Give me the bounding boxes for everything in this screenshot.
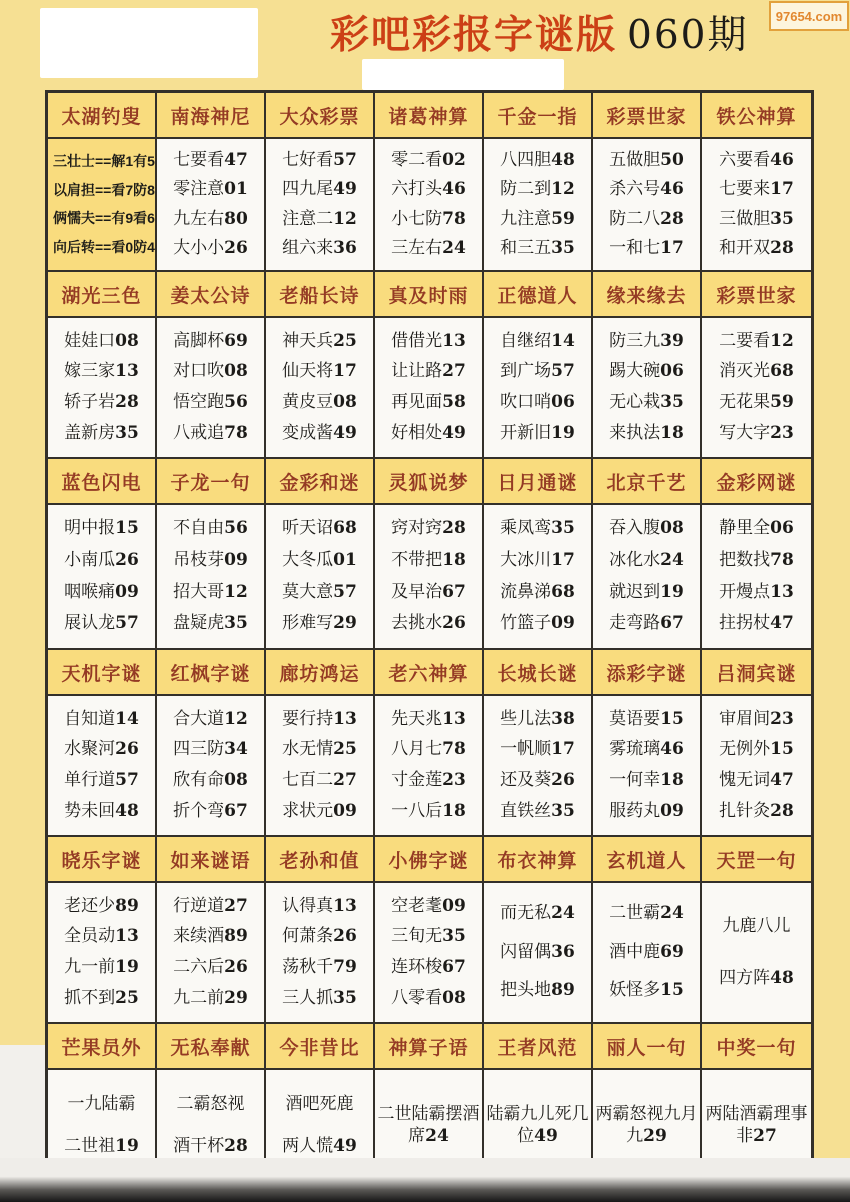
puzzle-line: 空老耄09	[391, 895, 466, 916]
puzzle-line: 向后转==看0防4	[53, 238, 155, 255]
puzzle-line: 闪留偶36	[500, 941, 575, 962]
puzzle-line: 流鼻涕68	[500, 581, 575, 602]
censored-area-below-title	[362, 59, 564, 90]
puzzle-line: 吊枝芽09	[173, 550, 248, 571]
puzzle-line: 陆霸九儿死几位49	[486, 1104, 589, 1146]
puzzle-line: 欣有命08	[173, 770, 248, 791]
puzzle-line: 展认龙57	[64, 613, 139, 634]
puzzle-line: 莫大意57	[282, 581, 357, 602]
header-row	[48, 93, 811, 139]
column-header: 金彩和迷	[266, 459, 375, 503]
column-header: 廊坊鸿运	[266, 650, 375, 694]
puzzle-line: 九二前29	[173, 988, 248, 1009]
puzzle-line: 老还少89	[64, 895, 139, 916]
puzzle-line: 连环梭67	[391, 957, 466, 978]
column-header: 灵狐说梦	[375, 459, 484, 503]
column-header: 日月通谜	[484, 459, 593, 503]
puzzle-line: 把数找78	[719, 550, 794, 571]
puzzle-line: 来执法18	[609, 423, 684, 444]
puzzle-line: 咽喉痛09	[64, 581, 139, 602]
column-header: 布衣神算	[484, 837, 593, 881]
puzzle-line: 势未回48	[64, 801, 139, 822]
column-header: 姜太公诗	[157, 272, 266, 316]
puzzle-line: 拄拐杖47	[719, 613, 794, 634]
puzzle-cell	[266, 696, 375, 835]
puzzle-line: 就迟到19	[609, 581, 684, 602]
puzzle-line: 两霸怒视九月九29	[595, 1104, 698, 1146]
puzzle-line: 二六后26	[173, 957, 248, 978]
column-header: 千金一指	[484, 93, 593, 137]
puzzle-line: 好相处49	[391, 423, 466, 444]
header-row	[48, 650, 811, 696]
puzzle-line: 防二到12	[500, 179, 575, 200]
puzzle-line: 大小小26	[173, 237, 248, 258]
column-header: 老船长诗	[266, 272, 375, 316]
puzzle-cell	[48, 318, 157, 457]
watermark-text: 97654.com	[775, 8, 843, 24]
puzzle-line: 防二八28	[609, 208, 684, 229]
puzzle-line: 一帆顺17	[500, 739, 575, 760]
column-header: 玄机道人	[593, 837, 702, 881]
puzzle-line: 踢大碗06	[609, 361, 684, 382]
puzzle-line: 吹口哨06	[500, 392, 575, 413]
puzzle-line: 要行持13	[282, 708, 357, 729]
column-header: 子龙一句	[157, 459, 266, 503]
puzzle-cell	[593, 883, 702, 1022]
column-header: 北京千艺	[593, 459, 702, 503]
puzzle-cell	[48, 505, 157, 648]
puzzle-cell	[48, 696, 157, 835]
puzzle-cell	[702, 139, 811, 270]
column-header: 正德道人	[484, 272, 593, 316]
puzzle-line: 求状元09	[282, 801, 357, 822]
censored-area-top-left	[40, 8, 258, 78]
column-header: 神算子语	[375, 1024, 484, 1068]
column-header: 如来谜语	[157, 837, 266, 881]
header-row	[48, 837, 811, 883]
puzzle-cell	[48, 883, 157, 1022]
puzzle-cell	[702, 883, 811, 1022]
puzzle-line: 二世霸24	[609, 903, 684, 924]
puzzle-cell	[266, 139, 375, 270]
puzzle-line: 和三五35	[500, 237, 575, 258]
puzzle-line: 仙天将17	[282, 361, 357, 382]
puzzle-line: 娃娃口08	[64, 330, 139, 351]
column-header: 老六神算	[375, 650, 484, 694]
puzzle-line: 先天兆13	[391, 708, 466, 729]
puzzle-line: 两陆酒霸理事非27	[705, 1104, 808, 1146]
column-header: 彩票世家	[716, 284, 797, 307]
puzzle-line: 六打头46	[391, 179, 466, 200]
column-header: 小佛字谜	[375, 837, 484, 881]
content-row	[48, 318, 811, 459]
puzzle-line: 招大哥12	[173, 581, 248, 602]
column-header: 丽人一句	[593, 1024, 702, 1068]
puzzle-cell	[375, 696, 484, 835]
puzzle-line: 黄皮豆08	[282, 392, 357, 413]
puzzle-cell	[375, 505, 484, 648]
puzzle-line: 三人抓35	[282, 988, 357, 1009]
column-header: 老孙和值	[266, 837, 375, 881]
scan-bottom-shadow	[0, 1158, 850, 1202]
puzzle-line: 二要看12	[719, 330, 794, 351]
puzzle-line: 小南瓜26	[64, 550, 139, 571]
puzzle-line: 还及葵26	[500, 770, 575, 791]
puzzle-cell	[266, 883, 375, 1022]
puzzle-line: 折个弯67	[173, 801, 248, 822]
puzzle-line: 大冬瓜01	[282, 550, 357, 571]
puzzle-line: 七要来17	[719, 179, 794, 200]
puzzle-cell	[702, 318, 811, 457]
column-header: 天罡一句	[716, 849, 797, 872]
puzzle-line: 二霸怒视	[176, 1093, 245, 1114]
puzzle-line: 自知道14	[64, 708, 139, 729]
puzzle-cell	[157, 139, 266, 270]
puzzle-line: 而无私24	[500, 903, 575, 924]
puzzle-line: 七百二27	[282, 770, 357, 791]
puzzle-line: 俩懦夫==有9看6	[53, 210, 155, 226]
puzzle-line: 来续酒89	[173, 926, 248, 947]
puzzle-line: 寸金莲23	[391, 770, 466, 791]
puzzle-cell	[375, 883, 484, 1022]
puzzle-line: 水聚河26	[64, 739, 139, 760]
puzzle-line: 些儿法38	[500, 708, 575, 729]
puzzle-line: 形难写29	[282, 613, 357, 634]
column-header: 中奖一句	[716, 1036, 797, 1059]
puzzle-cell	[702, 696, 811, 835]
puzzle-table	[45, 90, 814, 1181]
puzzle-line: 消灭光68	[719, 361, 794, 382]
puzzle-line: 莫语要15	[609, 708, 684, 729]
content-row	[48, 139, 811, 272]
puzzle-line: 五做胆50	[609, 150, 684, 170]
puzzle-line: 七要看47	[173, 150, 248, 170]
puzzle-line: 走弯路67	[609, 613, 684, 634]
column-header: 无私奉献	[157, 1024, 266, 1068]
column-header: 吕洞宾谜	[716, 662, 797, 685]
puzzle-line: 单行道57	[64, 770, 139, 791]
column-header: 湖光三色	[48, 272, 157, 316]
puzzle-line: 三壮士==解1有5	[53, 153, 155, 169]
puzzle-cell	[484, 505, 593, 648]
column-header: 真及时雨	[375, 272, 484, 316]
puzzle-line: 自继绍14	[500, 330, 575, 351]
puzzle-line: 七好看57	[282, 150, 357, 170]
puzzle-line: 写大字23	[719, 423, 794, 444]
puzzle-line: 三做胆35	[719, 208, 794, 229]
header-row	[48, 1024, 811, 1070]
puzzle-line: 妖怪多15	[609, 980, 684, 1001]
puzzle-line: 二世祖19	[64, 1135, 139, 1156]
puzzle-cell	[375, 139, 484, 270]
puzzle-line: 两人慌49	[282, 1135, 357, 1156]
puzzle-line: 开熳点13	[719, 581, 794, 602]
content-row	[48, 505, 811, 650]
puzzle-line: 对口吹08	[173, 361, 248, 382]
puzzle-line: 不带把18	[391, 550, 466, 571]
puzzle-line: 酒干杯28	[173, 1135, 248, 1156]
puzzle-line: 去挑水26	[391, 613, 466, 634]
puzzle-line: 酒吧死鹿	[285, 1093, 354, 1114]
puzzle-line: 六要看46	[719, 150, 794, 170]
header-row	[48, 459, 811, 505]
puzzle-line: 无例外15	[719, 739, 794, 760]
puzzle-line: 审眉间23	[719, 708, 794, 729]
puzzle-line: 零二看02	[391, 150, 466, 170]
puzzle-line: 无花果59	[719, 392, 794, 413]
column-header: 蓝色闪电	[48, 459, 157, 503]
puzzle-line: 服药丸09	[609, 801, 684, 822]
puzzle-cell	[266, 318, 375, 457]
column-header: 缘来缘去	[593, 272, 702, 316]
puzzle-line: 八戒追78	[173, 423, 248, 444]
puzzle-line: 酒中鹿69	[609, 941, 684, 962]
puzzle-line: 神天兵25	[282, 330, 357, 351]
column-header: 诸葛神算	[375, 93, 484, 137]
puzzle-line: 嫁三家13	[64, 361, 139, 382]
puzzle-line: 一九陆霸	[67, 1093, 136, 1114]
puzzle-cell	[702, 505, 811, 648]
puzzle-line: 一何幸18	[609, 770, 684, 791]
column-header: 南海神尼	[157, 93, 266, 137]
watermark-badge	[769, 1, 849, 31]
column-header: 王者风范	[484, 1024, 593, 1068]
puzzle-line: 抓不到25	[64, 988, 139, 1009]
puzzle-line: 大冰川17	[500, 550, 575, 571]
puzzle-line: 荡秋千79	[282, 957, 357, 978]
puzzle-cell	[484, 883, 593, 1022]
puzzle-line: 八四胆48	[500, 150, 575, 170]
puzzle-line: 四三防34	[173, 739, 248, 760]
puzzle-line: 九左右80	[173, 208, 248, 229]
column-header: 红枫字谜	[157, 650, 266, 694]
puzzle-line: 变成酱49	[282, 423, 357, 444]
column-header: 长城长谜	[484, 650, 593, 694]
puzzle-cell	[266, 505, 375, 648]
column-header: 天机字谜	[48, 650, 157, 694]
puzzle-line: 八月七78	[391, 739, 466, 760]
puzzle-cell	[375, 318, 484, 457]
puzzle-line: 借借光13	[391, 330, 466, 351]
column-header: 晓乐字谜	[48, 837, 157, 881]
header-row	[48, 272, 811, 318]
puzzle-line: 愧无词47	[719, 770, 794, 791]
puzzle-line: 水无情25	[282, 739, 357, 760]
puzzle-cell	[593, 139, 702, 270]
content-row	[48, 883, 811, 1024]
puzzle-line: 九注意59	[500, 208, 575, 229]
puzzle-line: 八零看08	[391, 988, 466, 1009]
puzzle-line: 乘凤鸾35	[500, 518, 575, 539]
puzzle-line: 杀六号46	[609, 179, 684, 200]
puzzle-line: 认得真13	[282, 895, 357, 916]
puzzle-line: 轿子岩28	[64, 392, 139, 413]
puzzle-line: 三旬无35	[391, 926, 466, 947]
content-row	[48, 696, 811, 837]
puzzle-cell	[157, 318, 266, 457]
puzzle-line: 扎针灸28	[719, 801, 794, 822]
puzzle-cell	[593, 505, 702, 648]
puzzle-line: 全员动13	[64, 926, 139, 947]
puzzle-line: 九鹿八儿	[722, 916, 791, 937]
puzzle-line: 明中报15	[64, 518, 139, 539]
page-title-text: 彩吧彩报字谜版	[330, 12, 618, 58]
puzzle-line: 和开双28	[719, 237, 794, 258]
puzzle-cell	[157, 505, 266, 648]
puzzle-line: 雾琉璃46	[609, 739, 684, 760]
puzzle-line: 听天诏68	[282, 518, 357, 539]
puzzle-cell	[484, 318, 593, 457]
puzzle-line: 直铁丝35	[500, 801, 575, 822]
puzzle-line: 盘疑虎35	[173, 613, 248, 634]
puzzle-line: 让让路27	[391, 361, 466, 382]
column-header: 金彩网谜	[716, 471, 797, 494]
puzzle-line: 零注意01	[173, 179, 248, 200]
puzzle-line: 冰化水24	[609, 550, 684, 571]
column-header: 今非昔比	[266, 1024, 375, 1068]
puzzle-line: 开新旧19	[500, 423, 575, 444]
puzzle-line: 高脚杯69	[173, 330, 248, 351]
column-header: 芒果员外	[48, 1024, 157, 1068]
puzzle-line: 把头地89	[500, 980, 575, 1001]
column-header: 铁公神算	[716, 105, 797, 128]
puzzle-line: 不自由56	[173, 518, 248, 539]
puzzle-line: 合大道12	[173, 708, 248, 729]
puzzle-cell	[484, 139, 593, 270]
puzzle-line: 防三九39	[609, 330, 684, 351]
puzzle-cell	[157, 883, 266, 1022]
puzzle-line: 再见面58	[391, 392, 466, 413]
puzzle-line: 一和七17	[609, 237, 684, 258]
issue-number: 060期	[627, 13, 749, 58]
puzzle-line: 二世陆霸摆酒席24	[377, 1104, 480, 1146]
puzzle-cell	[484, 696, 593, 835]
puzzle-line: 到广场57	[500, 361, 575, 382]
puzzle-line: 组六来36	[282, 237, 357, 258]
puzzle-line: 静里全06	[719, 518, 794, 539]
puzzle-line: 窍对窍28	[391, 518, 466, 539]
puzzle-line: 吞入腹08	[609, 518, 684, 539]
puzzle-line: 竹篮子09	[500, 613, 575, 634]
puzzle-line: 四方阵48	[719, 967, 794, 988]
puzzle-line: 注意二12	[282, 208, 357, 229]
column-header: 大众彩票	[266, 93, 375, 137]
puzzle-line: 一八后18	[391, 801, 466, 822]
page-title	[330, 14, 748, 58]
puzzle-line: 三左右24	[391, 237, 466, 258]
puzzle-cell	[593, 318, 702, 457]
puzzle-line: 悟空跑56	[173, 392, 248, 413]
puzzle-cell	[48, 139, 157, 270]
column-header: 添彩字谜	[593, 650, 702, 694]
puzzle-cell	[593, 696, 702, 835]
puzzle-line: 盖新房35	[64, 423, 139, 444]
puzzle-line: 及早治67	[391, 581, 466, 602]
puzzle-line: 行逆道27	[173, 895, 248, 916]
puzzle-line: 何萧条26	[282, 926, 357, 947]
puzzle-line: 以肩担==看7防8	[53, 181, 155, 198]
column-header: 太湖钓叟	[48, 93, 157, 137]
puzzle-line: 无心栽35	[609, 392, 684, 413]
puzzle-line: 九一前19	[64, 957, 139, 978]
puzzle-line: 小七防78	[391, 208, 466, 229]
puzzle-cell	[157, 696, 266, 835]
puzzle-line: 四九尾49	[282, 179, 357, 200]
column-header: 彩票世家	[593, 93, 702, 137]
